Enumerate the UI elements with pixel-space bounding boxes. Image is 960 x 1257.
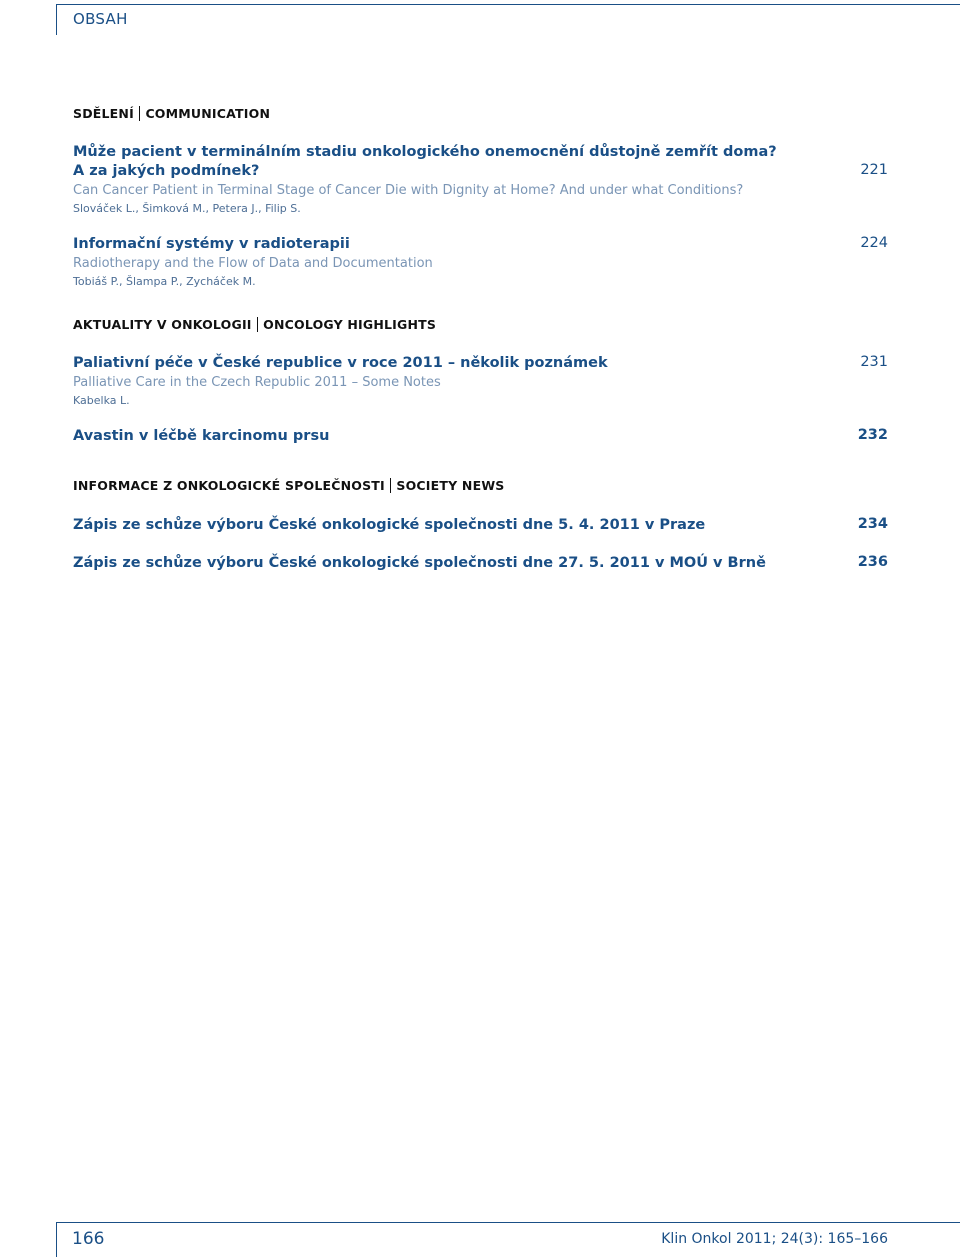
- page-header: [56, 4, 960, 35]
- section-separator: [139, 106, 141, 121]
- section-heading-society-news: [73, 478, 505, 493]
- entry-title-line-1: Může pacient v terminálním stadiu onkologického onemocnění důstojně zemřít doma?: [73, 144, 777, 160]
- entry-title[interactable]: Zápis ze schůze výboru České onkologické společnosti dne 27. 5. 2011 v MOÚ v Brně: [73, 555, 766, 571]
- entry-page-number: 234: [857, 516, 888, 532]
- section-title-en: COMMUNICATION: [145, 106, 271, 121]
- entry-authors: Tobiáš P., Šlampa P., Zycháček M.: [73, 275, 256, 288]
- section-heading-communication: [73, 106, 270, 121]
- toc-entry[interactable]: [73, 554, 888, 573]
- section-separator: [257, 317, 259, 332]
- entry-page-number: 221: [860, 162, 888, 178]
- toc-entry[interactable]: [73, 143, 888, 217]
- header-label: OBSAH: [73, 10, 128, 28]
- entry-authors: Slováček L., Šimková M., Petera J., Filip S.: [73, 202, 301, 215]
- entry-subtitle: Radiotherapy and the Flow of Data and Documentation: [73, 256, 433, 271]
- entry-title[interactable]: Paliativní péče v České republice v roce 2011 – několik poznámek: [73, 355, 608, 371]
- entry-page-number: 232: [857, 427, 888, 443]
- footer-page-number: 166: [72, 1229, 105, 1249]
- entry-title-line-2: A za jakých podmínek?: [73, 163, 260, 179]
- entry-subtitle: Palliative Care in the Czech Republic 2011 – Some Notes: [73, 375, 441, 390]
- section-title-cz: AKTUALITY V ONKOLOGII: [73, 317, 252, 332]
- section-title-cz: INFORMACE Z ONKOLOGICKÉ SPOLEČNOSTI: [73, 478, 385, 493]
- entry-title[interactable]: Zápis ze schůze výboru České onkologické společnosti dne 5. 4. 2011 v Praze: [73, 517, 706, 533]
- footer-journal-citation: Klin Onkol 2011; 24(3): 165–166: [661, 1231, 888, 1247]
- page-footer: [56, 1222, 960, 1257]
- entry-title[interactable]: [73, 143, 777, 181]
- section-title-en: ONCOLOGY HIGHLIGHTS: [263, 317, 437, 332]
- section-heading-oncology-highlights: [73, 317, 436, 332]
- section-title-cz: SDĚLENÍ: [73, 106, 134, 121]
- section-separator: [390, 478, 392, 493]
- entry-page-number: 236: [857, 554, 888, 570]
- entry-title[interactable]: Avastin v léčbě karcinomu prsu: [73, 428, 330, 444]
- toc-entry[interactable]: [73, 427, 888, 446]
- entry-subtitle: Can Cancer Patient in Terminal Stage of Cancer Die with Dignity at Home? And under what Conditions?: [73, 183, 744, 198]
- entry-page-number: 231: [860, 354, 888, 370]
- entry-authors: Kabelka L.: [73, 394, 130, 407]
- entry-page-number: 224: [860, 235, 888, 251]
- entry-title[interactable]: Informační systémy v radioterapii: [73, 236, 350, 252]
- section-title-en: SOCIETY NEWS: [396, 478, 505, 493]
- toc-entry[interactable]: [73, 354, 888, 409]
- toc-entry[interactable]: [73, 516, 888, 535]
- toc-entry[interactable]: [73, 235, 888, 290]
